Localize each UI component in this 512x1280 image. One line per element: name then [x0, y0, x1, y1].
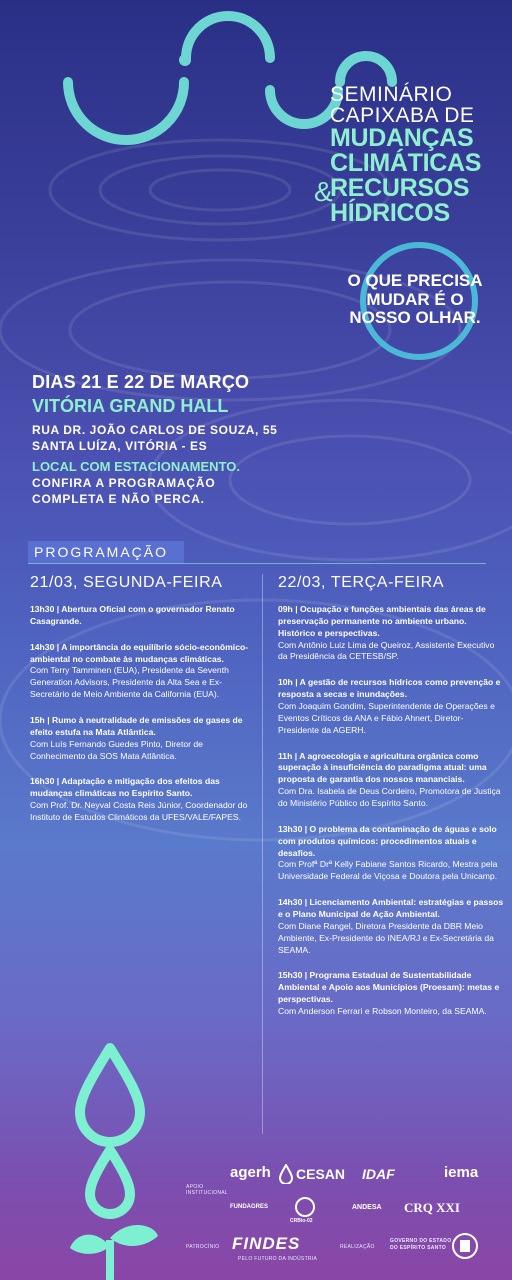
sponsor-area	[186, 1160, 506, 1275]
event-info	[32, 372, 292, 507]
day2-item-head: 09h | Ocupação e funções ambientais das áreas de preservação permanente no ambiente urbano. Histórico e perspectivas.	[278, 604, 486, 638]
cesan-drop-icon	[278, 1164, 294, 1184]
apoio-label: APOIO	[186, 1184, 204, 1190]
day1-title: 21/03, SEGUNDA-FEIRA	[30, 574, 223, 591]
crbio-emblem-icon	[294, 1196, 316, 1218]
day1-item	[30, 776, 250, 823]
day2-item-desc: Com Profª Drª Kelly Fabiane Santos Ricardo, Mestra pela Universidade Federal de Viçosa e Doutora pela Unicamp.	[278, 859, 498, 882]
day2-item-head: 11h | A agroecologia e agricultura orgânica como superação à insuficiência do paradigma atual: uma proposta de garantia dos nossos mananciais.	[278, 750, 487, 785]
day1-column	[30, 574, 250, 838]
day1-item-desc: Com Luís Fernando Guedes Pinto, Diretor de Conhecimento da SOS Mata Atlântica.	[30, 738, 203, 761]
crq-logo: CRQ XXI	[404, 1200, 460, 1215]
day1-item-head: 13h30 | Abertura Oficial com o governador Renato Casagrande.	[30, 604, 235, 626]
day2-item-head: 13h30 | O problema da contaminação de águas e solo com produtos químicos: procedimentos atuais e desafios.	[278, 823, 497, 858]
day2-title: 22/03, TERÇA-FEIRA	[278, 574, 445, 591]
andesa-logo: ANDESA	[352, 1204, 382, 1211]
title-line-capixaba: CAPIXABA DE	[330, 104, 475, 127]
drops-decoration	[70, 1040, 180, 1280]
idaf-logo: IDAF	[362, 1166, 395, 1182]
title-line-recursos: RECURSOS	[330, 174, 470, 202]
crbio-logo: CRBio-02	[290, 1218, 313, 1224]
title-line-climaticas: CLIMÁTICAS	[330, 149, 482, 177]
day2-item	[278, 751, 504, 810]
tagline-line-3: NOSSO OLHAR.	[349, 308, 481, 328]
program-rule	[28, 563, 486, 564]
day2-column	[278, 574, 504, 1032]
day1-item-desc: Com Prof. Dr. Neyval Costa Reis Júnior, Coordenador do Instituto de Estudos Climáticos da UFES/VALE/FAPES.	[30, 800, 248, 823]
event-address-2: SANTA LUÍZA, VITÓRIA - ES	[32, 438, 208, 453]
event-venue: VITÓRIA GRAND HALL	[32, 396, 229, 416]
government-label-2: DO ESPÍRITO SANTO	[390, 1245, 447, 1251]
iema-logo: iema	[444, 1164, 479, 1181]
ampersand: &	[314, 176, 333, 207]
event-dates: DIAS 21 E 22 DE MARÇO	[32, 372, 250, 392]
day2-item-desc: Com Diane Rangel, Diretora Presidente da DBR Meio Ambiente, Ex-Presidente do INEA/RJ e Ex-Secretária da SEAMA.	[278, 920, 494, 955]
title-line-seminario: SEMINÁRIO	[330, 83, 453, 106]
cesan-logo: CESAN	[296, 1166, 346, 1182]
day2-item-desc: Com Antônio Luiz Lima de Queiroz, Assistente Executivo da Presidência da CETESB/SP.	[278, 639, 495, 662]
program-label: PROGRAMAÇÃO	[28, 541, 184, 563]
day2-item	[278, 677, 504, 736]
findes-logo: FINDES	[232, 1234, 301, 1253]
findes-subtitle: PELO FUTURO DA INDÚSTRIA	[238, 1256, 318, 1262]
event-address-1: RUA DR. JOÃO CARLOS DE SOUZA, 55	[32, 423, 278, 437]
day1-item-desc: Com Terry Tamminen (EUA), Presidente da Seventh Generation Advisors, Presidente da Alta Sea e Ex-Secretário de Meio Ambiente da California (EUA).	[30, 665, 229, 700]
day2-item	[278, 970, 504, 1017]
fundagres-logo: FUNDAGRES	[230, 1204, 269, 1210]
agerh-logo: agerh	[230, 1164, 271, 1181]
apoio-label-2: INSTITUCIONAL	[186, 1190, 228, 1196]
day2-item-desc: Com Dra. Isabela de Deus Cordeiro, Promotora de Justiça do Ministério Público do Espírito Santo.	[278, 786, 501, 809]
day2-item	[278, 824, 504, 883]
tagline	[330, 272, 500, 328]
day2-item-desc: Com Joaquim Gondim, Superintendente de Operações e Eventos Críticos da ANA e Fábio Ahnert, Diretor-Presidente da AGERH.	[278, 701, 495, 735]
column-divider	[262, 574, 263, 1134]
government-label-1: GOVERNO DO ESTADO	[390, 1238, 452, 1244]
day1-item	[30, 715, 250, 762]
day1-item-head: 16h30 | Adaptação e mitigação dos efeitos das mudanças climáticas no Espírito Santo.	[30, 776, 220, 799]
parking-note: LOCAL COM ESTACIONAMENTO.	[32, 459, 240, 475]
tagline-line-2: MUDAR É O	[366, 289, 464, 309]
event-title	[314, 83, 512, 227]
tagline-line-1: O QUE PRECISA	[347, 271, 483, 290]
day1-item-head: 14h30 | A importância do equilíbrio sócio-econômico-ambiental no combate às mudanças climáticas.	[30, 641, 249, 664]
state-coat-of-arms-icon	[450, 1230, 480, 1262]
day2-item	[278, 604, 504, 663]
day2-item	[278, 897, 504, 956]
title-line-mudancas: MUDANÇAS	[330, 124, 474, 152]
realizacao-label: REALIZAÇÃO	[340, 1244, 375, 1250]
day1-item	[30, 642, 250, 701]
patrocinio-label: PATROCÍNIO	[186, 1244, 220, 1250]
cta-line-2: COMPLETA E NÃO PERCA.	[32, 491, 205, 506]
cta-line-1: CONFIRA A PROGRAMAÇÃO	[32, 476, 216, 491]
title-line-hidricos: HÍDRICOS	[330, 199, 450, 227]
day1-item	[30, 604, 250, 628]
day1-item-head: 15h | Rumo à neutralidade de emissões de gases de efeito estufa na Mata Atlântica.	[30, 715, 243, 737]
day2-item-desc: Com Anderson Ferrari e Robson Monteiro, da SEAMA.	[278, 1006, 487, 1017]
day2-item-head: 15h30 | Programa Estadual de Sustentabilidade Ambiental e Apoio aos Municípios (Proesam): metas e perspectivas.	[278, 970, 500, 1005]
day2-item-head: 10h | A gestão de recursos hídricos como prevenção e resposta a secas e inundações.	[278, 677, 501, 700]
day2-item-head: 14h30 | Licenciamento Ambiental: estratégias e passos e o Plano Municipal de Ação Ambiental.	[278, 897, 504, 920]
